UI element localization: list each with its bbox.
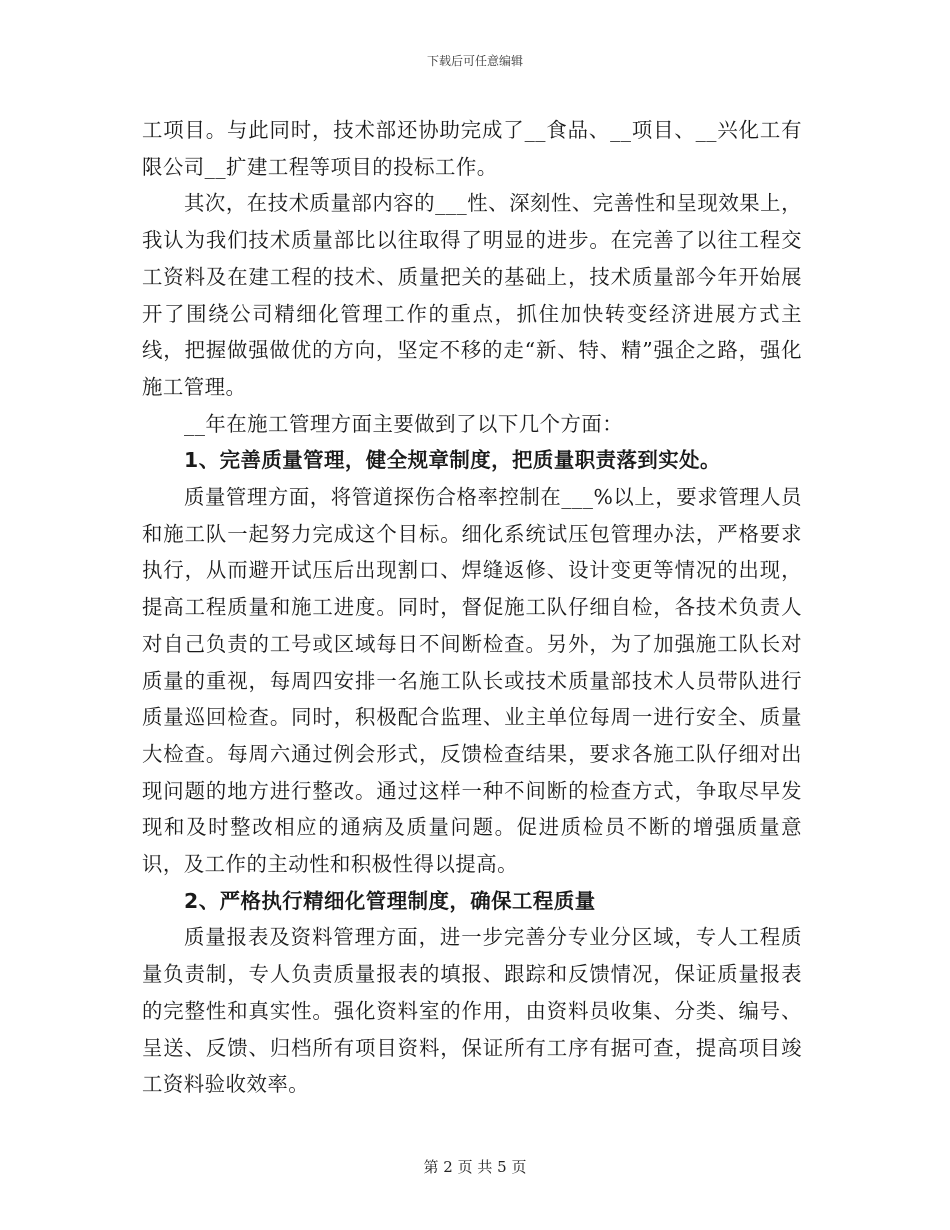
document-body	[142, 112, 802, 1103]
section-heading-2: 2、严格执行精细化管理制度，确保工程质量	[184, 888, 596, 913]
paragraph-report-management: 质量报表及资料管理方面，进一步完善分专业分区域，专人工程质量负责制，专人负责质量报表的填报、跟踪和反馈情况，保证质量报表的完整性和真实性。强化资料室的作用，由资料员收集、分类、编号、呈送、反馈、归档所有项目资料，保证所有工序有据可查，提高项目竣工资料验收效率。	[142, 925, 802, 1097]
paragraph-second-point: 其次，在技术质量部内容的___性、深刻性、完善性和呈现效果上，我认为我们技术质量部比以往取得了明显的进步。在完善了以往工程交工资料及在建工程的技术、质量把关的基础上，技术质量部今年开始展开了围绕公司精细化管理工作的重点，抓住加快转变经济进展方式主线，把握做强做优的方向，坚定不移的走“新、特、精”强企之路，强化施工管理。	[142, 191, 802, 399]
paragraph-continued: 工项目。与此同时，技术部还协助完成了__食品、__项目、__兴化工有限公司__扩建工程等项目的投标工作。	[142, 118, 802, 179]
paragraph-quality-management: 质量管理方面，将管道探伤合格率控制在___%以上，要求管理人员和施工队一起努力完成这个目标。细化系统试压包管理办法，严格要求执行，从而避开试压后出现割口、焊缝返修、设计变更等情况的出现，提高工程质量和施工进度。同时，督促施工队仔细自检，各技术负责人对自己负责的工号或区域每日不间断检查。另外，为了加强施工队长对质量的重视，每周四安排一名施工队长或技术质量部技术人员带队进行质量巡回检查。同时，积极配合监理、业主单位每周一进行安全、质量大检查。每周六通过例会形式，反馈检查结果，要求各施工队仔细对出现问题的地方进行整改。通过这样一种不间断的检查方式，争取尽早发现和及时整改相应的通病及质量问题。促进质检员不断的增强质量意识，及工作的主动性和积极性得以提高。	[142, 485, 802, 877]
paragraph-intro: __年在施工管理方面主要做到了以下几个方面：	[184, 411, 624, 436]
section-heading-1: 1、完善质量管理，健全规章制度，把质量职责落到实处。	[184, 448, 721, 473]
page-number: 第 2 页 共 5 页	[423, 1158, 527, 1176]
page-header: 下载后可任意编辑	[426, 54, 523, 68]
